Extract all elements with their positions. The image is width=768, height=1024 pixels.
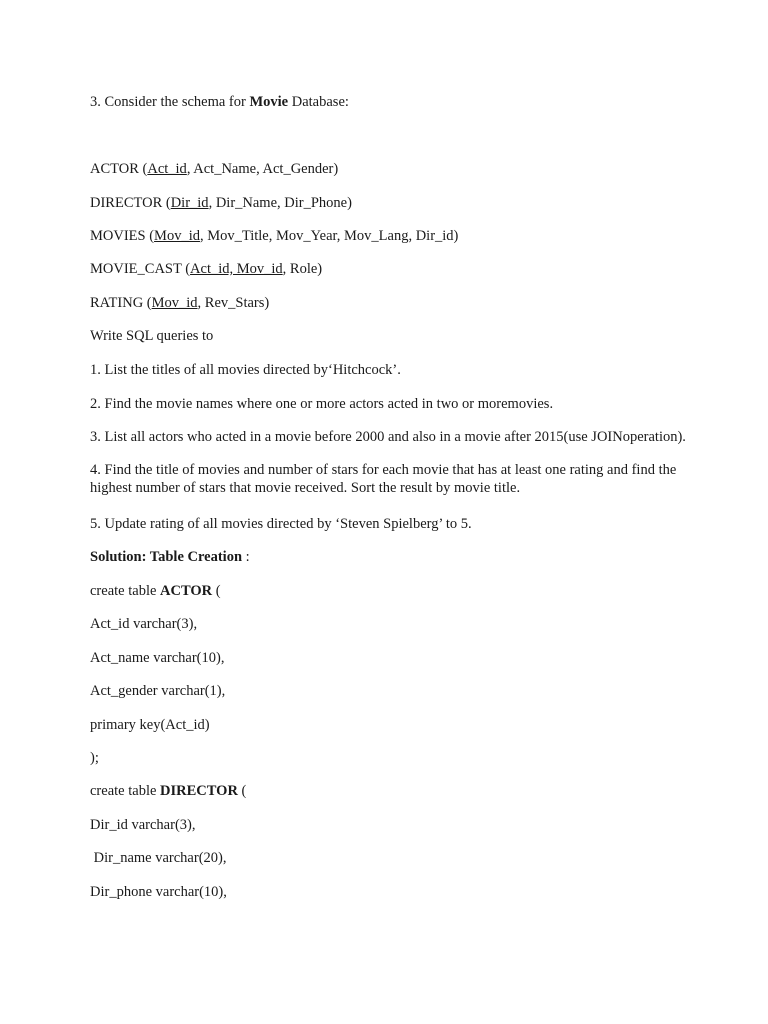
schema-actor: [90, 160, 338, 178]
question-prefix: 3. Consider the schema for: [90, 94, 250, 110]
schema-director-rest: , Dir_Name, Dir_Phone): [208, 195, 352, 211]
query-item: 3. List all actors who acted in a movie before 2000 and also in a movie after 2015(use JOINoperation).: [90, 429, 686, 445]
schema-director: [90, 194, 352, 212]
schema-rating: [90, 294, 269, 312]
query-item: 5. Update rating of all movies directed by ‘Steven Spielberg’ to 5.: [90, 516, 472, 532]
schema-rating-rest: , Rev_Stars): [197, 295, 270, 311]
solution-heading: [90, 548, 250, 566]
question-suffix: Database:: [288, 94, 349, 110]
query-item: 4. Find the title of movies and number of stars for each movie that has at least one rating and find the highest number of stars that movie received. Sort the result by movie title.: [90, 462, 677, 496]
question-bold-term: Movie: [249, 94, 289, 110]
solution-bold: Solution: Table Creation: [90, 549, 243, 565]
query-item: 1. List the titles of all movies directed by‘Hitchcock’.: [90, 362, 401, 378]
schema-rating-name: RATING (: [90, 295, 152, 311]
code-line: Act_name varchar(10),: [90, 650, 225, 666]
schema-actor-rest: , Act_Name, Act_Gender): [186, 161, 339, 177]
code-line: );: [90, 750, 99, 766]
queries-intro: Write SQL queries to: [90, 328, 214, 344]
create-director-suffix: (: [237, 783, 247, 799]
schema-movie-cast-name: MOVIE_CAST (: [90, 261, 191, 277]
question-heading: [90, 93, 349, 111]
code-line: Dir_id varchar(3),: [90, 817, 196, 833]
create-actor-table-name: ACTOR: [160, 583, 213, 599]
query-item: 2. Find the movie names where one or more actors acted in two or moremovies.: [90, 396, 554, 412]
create-actor-line: [90, 582, 221, 600]
code-line: Dir_phone varchar(10),: [90, 884, 227, 900]
schema-movie-cast: [90, 260, 322, 278]
schema-movies-keys: Mov_id: [154, 228, 200, 244]
code-line: Act_id varchar(3),: [90, 616, 198, 632]
code-line: Act_gender varchar(1),: [90, 683, 226, 699]
schema-movie-cast-keys: Act_id, Mov_id: [190, 261, 283, 277]
schema-rating-keys: Mov_id: [151, 295, 198, 311]
code-line: primary key(Act_id): [90, 717, 210, 733]
code-line: Dir_name varchar(20),: [90, 850, 227, 866]
schema-actor-keys: Act_id: [147, 161, 187, 177]
solution-suffix: :: [242, 549, 250, 565]
schema-movies: [90, 227, 458, 245]
schema-movies-rest: , Mov_Title, Mov_Year, Mov_Lang, Dir_id): [199, 228, 459, 244]
create-director-line: [90, 782, 246, 800]
create-director-prefix: create table: [90, 783, 161, 799]
schema-movie-cast-rest: , Role): [282, 261, 323, 277]
schema-actor-name: ACTOR (: [90, 161, 148, 177]
create-actor-suffix: (: [212, 583, 221, 599]
schema-director-keys: Dir_id: [170, 195, 209, 211]
schema-director-name: DIRECTOR (: [90, 195, 171, 211]
schema-movies-name: MOVIES (: [90, 228, 155, 244]
create-director-table-name: DIRECTOR: [160, 783, 238, 799]
create-actor-prefix: create table: [90, 583, 161, 599]
